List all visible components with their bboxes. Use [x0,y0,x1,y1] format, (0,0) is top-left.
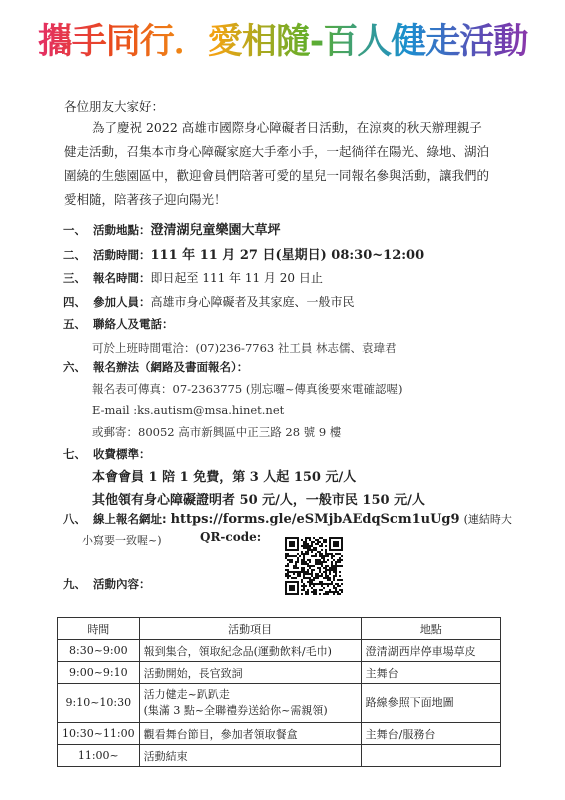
table-row [58,723,501,745]
header-place: 地點 [361,618,500,640]
intro-paragraph: 為了慶祝 2022 高雄市國際身心障礙者日活動，在涼爽的秋天辦理親子健走活動，召集本市身心障礙家庭大手牽小手，一起徜徉在陽光、綠地、湖泊圍繞的生態園區中，歡迎會員們陪著可愛的星兒一同報名參與活動，讓我們的愛相隨，陪著孩子迎向陽光！ [64,120,490,207]
item-location [63,219,281,238]
row-activity-line1: 活力健走~趴趴走 [143,688,230,701]
item-value: 澄清湖兒童樂園大草坪 [150,223,281,238]
table-row [58,684,501,723]
item-label: 收費標準： [93,447,151,461]
item-fees [63,446,151,462]
fee-others: 其他領有身心障礙證明者 50 元/人，一般市民 150 元/人 [92,493,425,508]
item-label: 活動內容： [93,577,151,591]
item-label: 參加人員： [93,295,151,309]
item-contact [63,316,174,332]
schedule-table [57,617,501,767]
item-number: 九、 [63,577,86,591]
item-value: 111 年 11 月 27 日(星期日) 08:30~12:00 [150,248,425,263]
item-label: 報名辦法（網路及書面報名）： [93,360,249,374]
item-value: 即日起至 111 年 11 月 20 日止 [150,271,323,285]
item-label: 活動地點： [93,223,151,237]
item-number: 二、 [63,248,86,262]
row-place: 主舞台 [361,662,500,684]
item-label: 活動時間： [93,248,151,262]
signup-mail: 或郵寄：80052 高市新興區中正三路 28 號 9 樓 [92,425,342,439]
table-row [58,745,501,767]
row-time: 8:30~9:00 [58,640,140,662]
table-header-row [58,618,501,640]
item-online-signup [63,511,512,527]
row-time: 9:00~9:10 [58,662,140,684]
row-place: 主舞台/服務台 [361,723,500,745]
header-activity: 活動項目 [139,618,361,640]
row-activity-line2: (集滿 3 點~全聯禮券送給你~需親領) [143,704,328,717]
item-value: 高雄市身心障礙者及其家庭、一般市民 [150,295,355,309]
signup-fax: 報名表可傳真：07-2363775 (別忘囉~傳真後要來電確認喔) [92,382,403,396]
row-place: 澄清湖西岸停車場草皮 [361,640,500,662]
row-time: 9:10~10:30 [58,684,140,723]
item-label: 報名時間： [93,271,151,285]
item-number: 一、 [63,223,86,237]
item-signup-method [63,359,248,375]
signup-email[interactable]: E-mail :ks.autism@msa.hinet.net [92,403,285,417]
table-row [58,640,501,662]
header-time: 時間 [58,618,140,640]
row-activity: 報到集合，領取紀念品(運動飲料/毛巾) [139,640,361,662]
url-note: (連結時大 [463,513,512,526]
greeting: 各位朋友大家好： [64,99,165,114]
qr-code[interactable] [285,537,343,595]
row-activity: 觀看舞台節目，參加者領取餐盒 [139,723,361,745]
item-registration-period [63,269,323,286]
item-label: 線上報名網址: [93,512,167,526]
fee-members: 本會會員 1 陪 1 免費，第 3 人起 150 元/人 [92,470,357,485]
item-number: 八、 [63,512,86,526]
item-number: 三、 [63,271,86,285]
signup-url-link[interactable]: https://forms.gle/eSMjbAEdqScm1uUg9 [170,512,460,527]
row-activity [139,684,361,723]
item-number: 六、 [63,360,86,374]
row-place [361,745,500,767]
item-activity-content [63,576,151,592]
item-number: 五、 [63,317,86,331]
item-number: 四、 [63,295,86,309]
row-place: 路線參照下面地圖 [361,684,500,723]
page-title: 攜手同行．愛相隨-百人健走活動 [0,14,565,64]
row-time: 10:30~11:00 [58,723,140,745]
row-activity: 活動開始，長官致詞 [139,662,361,684]
item-participants [63,293,355,310]
row-time: 11:00~ [58,745,140,767]
row-activity: 活動結束 [139,745,361,767]
table-row [58,662,501,684]
url-note-continued: 小寫要一致喔~) [82,534,162,547]
contact-detail: 可於上班時間電洽：(07)236-7763 社工員 林志儒、袁瑋君 [92,341,397,355]
item-label: 聯絡人及電話： [93,317,174,331]
item-time [63,244,424,263]
item-number: 七、 [63,447,86,461]
qr-label: QR-code: [200,530,262,544]
